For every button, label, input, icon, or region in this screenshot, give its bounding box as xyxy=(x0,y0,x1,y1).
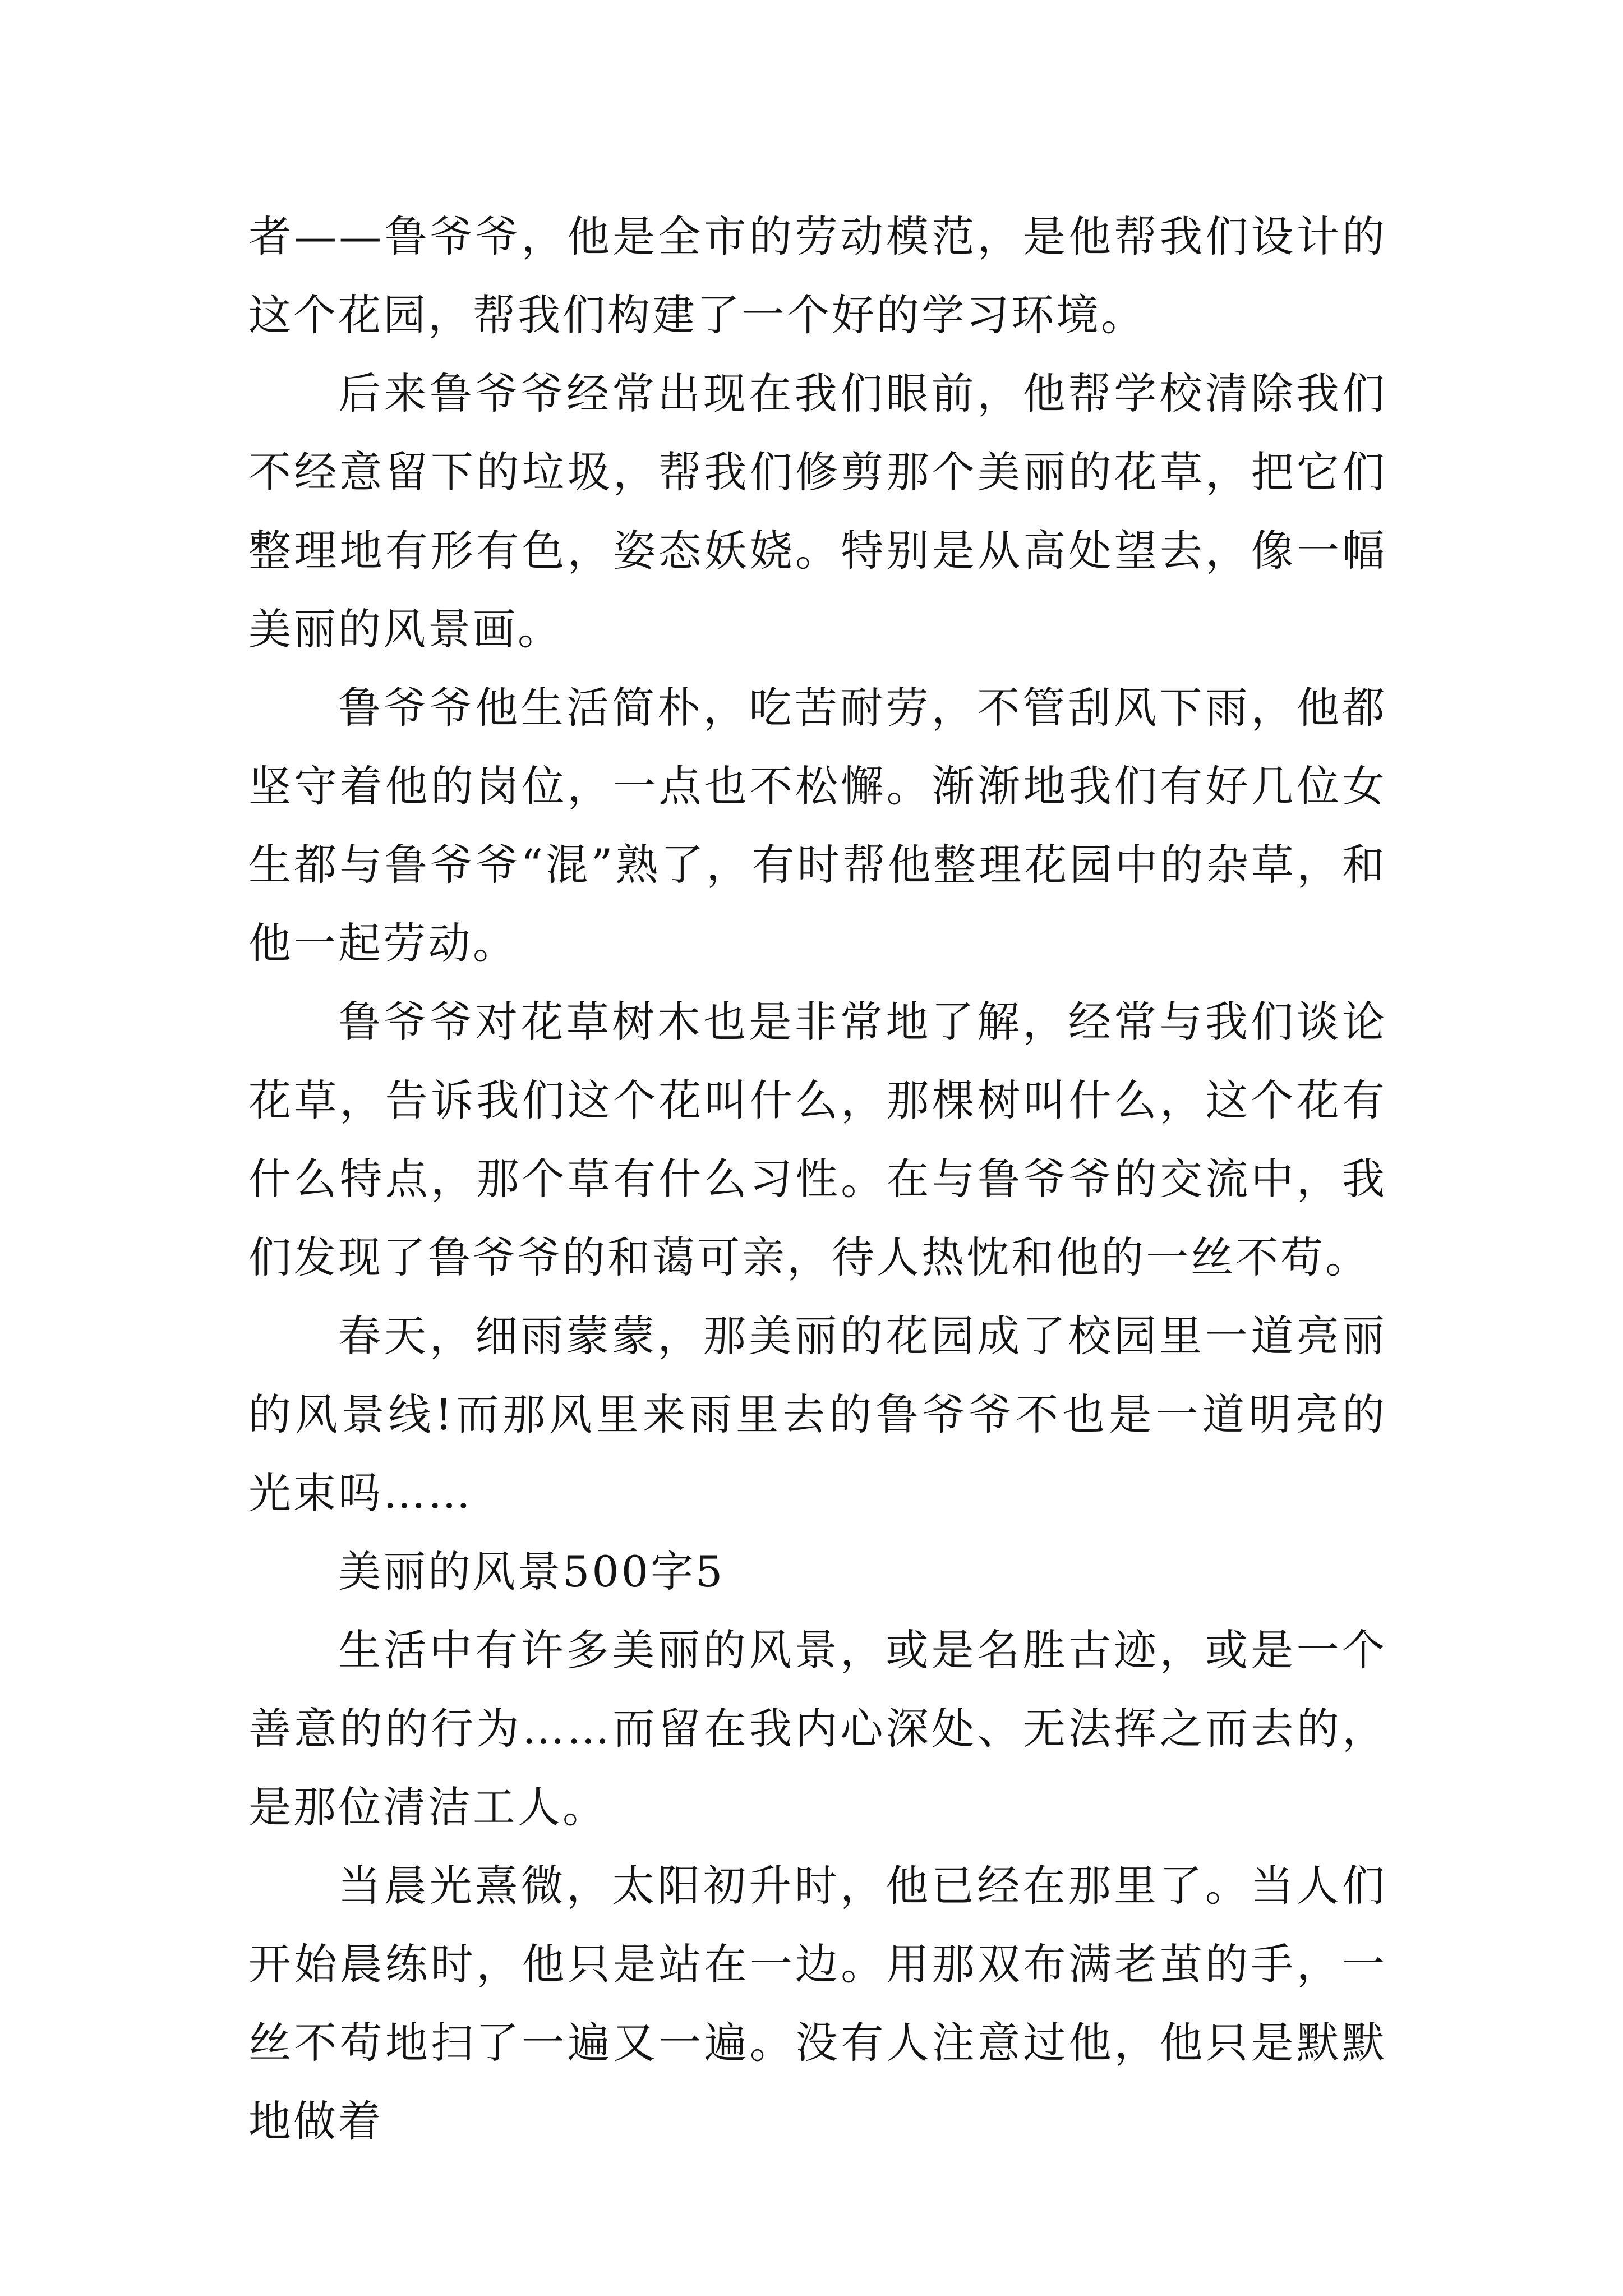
paragraph: 生活中有许多美丽的风景，或是名胜古迹，或是一个善意的的行为……而留在我内心深处、无法挥之而去的，是那位清洁工人。 xyxy=(248,1625,1387,1832)
paragraph: 鲁爷爷对花草树木也是非常地了解，经常与我们谈论花草，告诉我们这个花叫什么，那棵树叫什么，这个花有什么特点，那个草有什么习性。在与鲁爷爷的交流中，我们发现了鲁爷爷的和蔼可亲，待人热忱和他的一丝不苟。 xyxy=(248,997,1387,1282)
paragraph: 当晨光熹微，太阳初升时，他已经在那里了。当人们开始晨练时，他只是站在一边。用那双布满老茧的手，一丝不苟地扫了一遍又一遍。没有人注意过他，他只是默默地做着 xyxy=(248,1861,1387,2146)
body-text xyxy=(248,197,1387,2161)
paragraph: 后来鲁爷爷经常出现在我们眼前，他帮学校清除我们不经意留下的垃圾，帮我们修剪那个美丽的花草，把它们整理地有形有色，姿态妖娆。特别是从高处望去，像一幅美丽的风景画。 xyxy=(248,369,1387,654)
paragraph: 者——鲁爷爷，他是全市的劳动模范，是他帮我们设计的这个花园，帮我们构建了一个好的学习环境。 xyxy=(248,211,1387,340)
section-heading: 美丽的风景500字5 xyxy=(338,1547,725,1596)
paragraph: 春天，细雨蒙蒙，那美丽的花园成了校园里一道亮丽的风景线!而那风里来雨里去的鲁爷爷不也是一道明亮的光束吗…… xyxy=(248,1311,1387,1518)
paragraph: 鲁爷爷他生活简朴，吃苦耐劳，不管刮风下雨，他都坚守着他的岗位，一点也不松懈。渐渐地我们有好几位女生都与鲁爷爷“混”熟了，有时帮他整理花园中的杂草，和他一起劳动。 xyxy=(248,683,1387,968)
